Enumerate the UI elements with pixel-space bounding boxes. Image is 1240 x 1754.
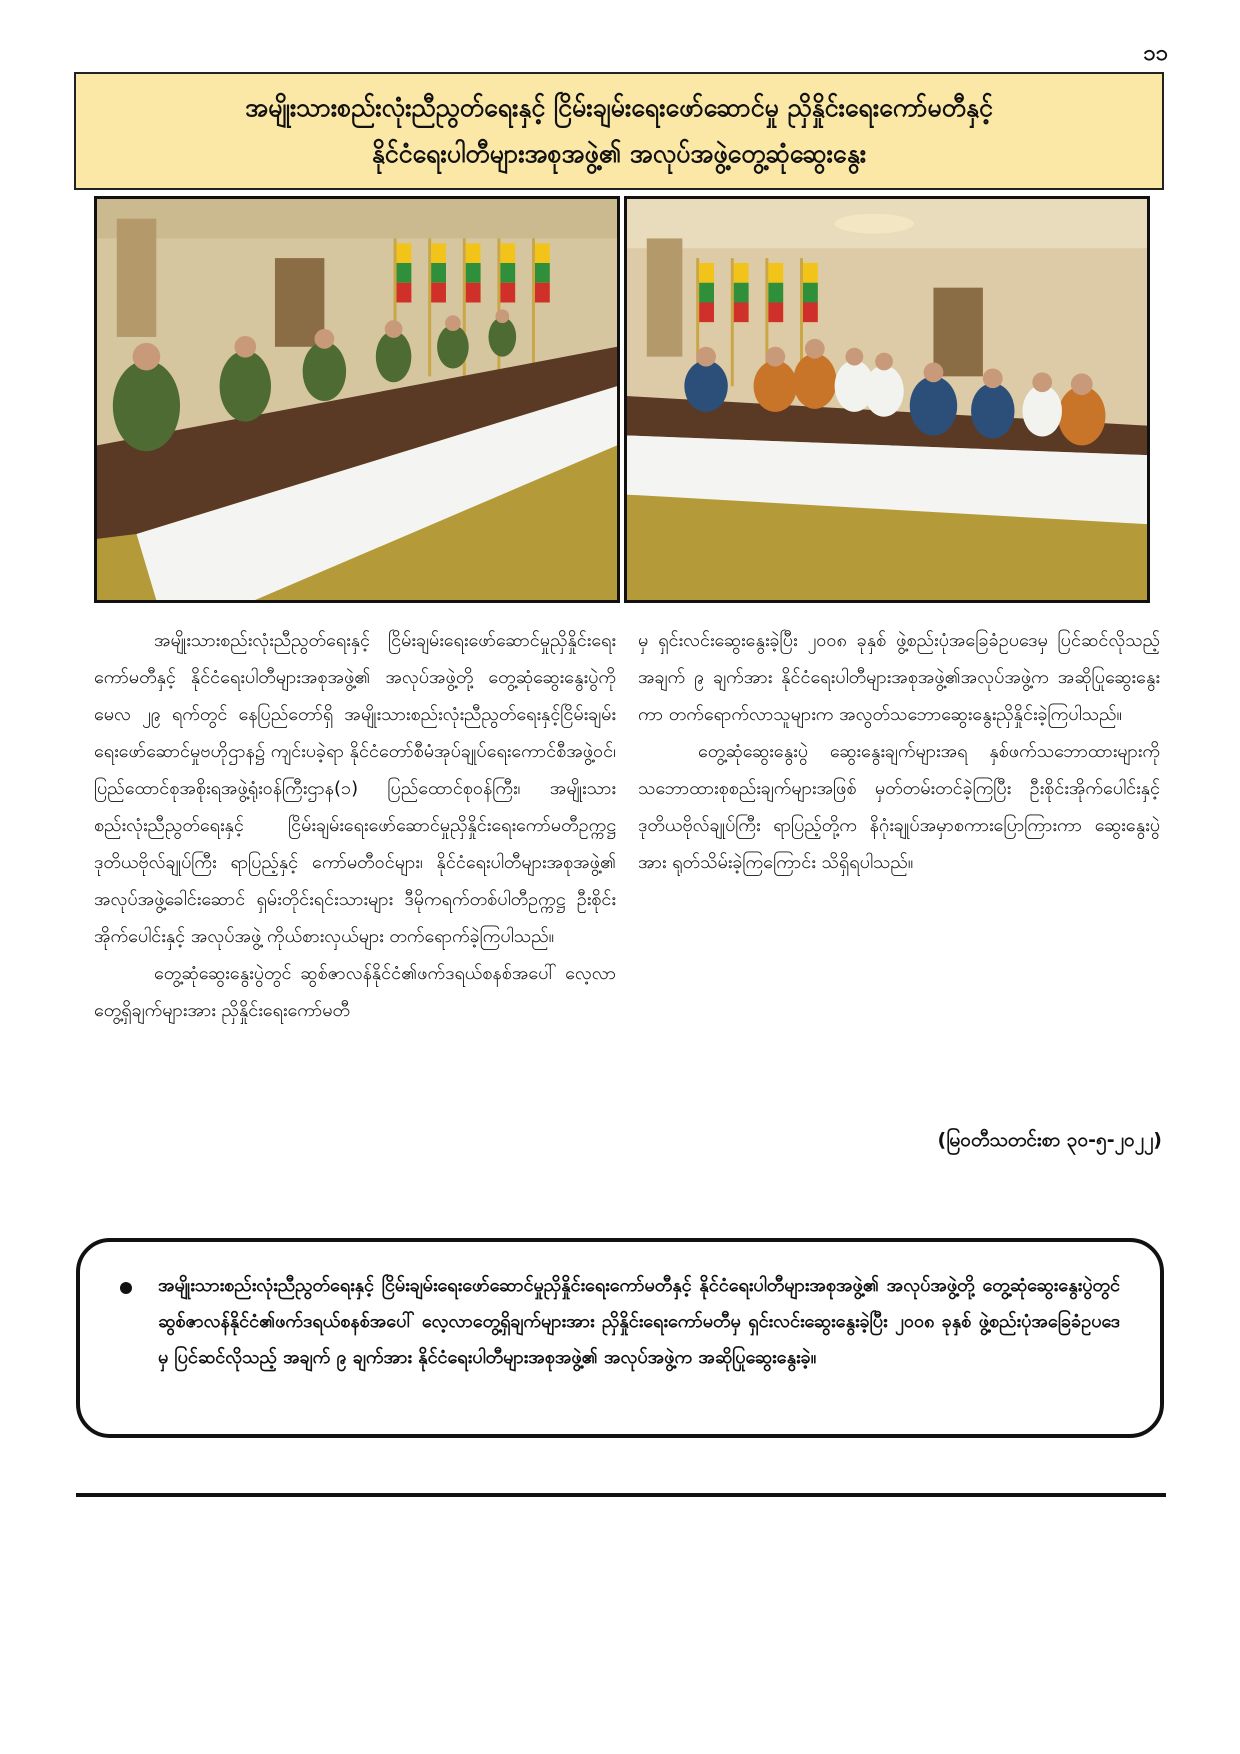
summary-item	[120, 1268, 1120, 1376]
headline-box	[74, 72, 1164, 190]
meeting-photo-left	[94, 196, 620, 603]
article-column-left	[94, 622, 616, 1029]
meeting-photo-left-image	[97, 199, 617, 600]
article-paragraph: တွေ့ဆုံဆွေးနွေးပွဲ ဆွေးနွေးချက်များအရ နှစ်ဖက်သဘောထားများကို သဘောထားစုစည်းချက်များအဖြစ် မှတ်တမ်းတင်ခဲ့ကြပြီး ဦးစိုင်းအိုက်ပေါင်းနှင့် ဒုတိယဗိုလ်ချုပ်ကြီး ရာပြည့်တို့က နိဂုံးချုပ်အမှာစကားပြောကြားကာ ဆွေးနွေးပွဲအား ရုတ်သိမ်းခဲ့ကြကြောင်း သိရှိရပါသည်။	[638, 741, 1160, 873]
bullet-icon	[120, 1282, 132, 1294]
meeting-photo-right-image	[627, 199, 1147, 600]
article-paragraph: တွေ့ဆုံဆွေးနွေးပွဲတွင် ဆွစ်ဇာလန်နိုင်ငံ၏ဖက်ဒရယ်စနစ်အပေါ် လေ့လာတွေ့ရှိချက်များအား ညှိနှိုင်းရေးကော်မတီ	[94, 963, 616, 1021]
article-body	[94, 622, 1160, 1182]
article-paragraph: မှ ရှင်းလင်းဆွေးနွေးခဲ့ပြီး ၂၀၀၈ ခုနှစ် ဖွဲ့စည်းပုံအခြေခံဥပဒေမှ ပြင်ဆင်လိုသည့် အချက် ၉ ချက်အား နိုင်ငံရေးပါတီများအစုအဖွဲ့၏အလုပ်အဖွဲ့က အဆိုပြုဆွေးနွေးကာ တက်ရောက်လာသူများက အလွတ်သဘောဆွေးနွေးညှိနှိုင်းခဲ့ကြပါသည်။	[638, 630, 1160, 725]
article-paragraph: အမျိုးသားစည်းလုံးညီညွတ်ရေးနှင့် ငြိမ်းချမ်းရေးဖော်ဆောင်မှုညှိနှိုင်းရေးကော်မတီနှင့် နိုင်ငံရေးပါတီများအစုအဖွဲ့၏ အလုပ်အဖွဲ့တို့ တွေ့ဆုံဆွေးနွေးပွဲကို မေလ ၂၉ ရက်တွင် နေပြည်တော်ရှိ အမျိုးသားစည်းလုံးညီညွတ်ရေးနှင့်ငြိမ်းချမ်းရေးဖော်ဆောင်မှုဗဟိုဌာန၌ ကျင်းပခဲ့ရာ နိုင်ငံတော်စီမံအုပ်ချုပ်ရေးကောင်စီအဖွဲ့ဝင်၊ ပြည်ထောင်စုအစိုးရအဖွဲ့ရုံးဝန်ကြီးဌာန(၁) ပြည်ထောင်စုဝန်ကြီး၊ အမျိုးသားစည်းလုံးညီညွတ်ရေးနှင့် ငြိမ်းချမ်းရေးဖော်ဆောင်မှုညှိနှိုင်းရေးကော်မတီဥက္ကဋ္ဌ ဒုတိယဗိုလ်ချုပ်ကြီး ရာပြည့်နှင့် ကော်မတီဝင်များ၊ နိုင်ငံရေးပါတီများအစုအဖွဲ့၏ အလုပ်အဖွဲ့ခေါင်းဆောင် ရှမ်းတိုင်းရင်းသားများ ဒီမိုကရက်တစ်ပါတီဥက္ကဋ္ဌ ဦးစိုင်းအိုက်ပေါင်းနှင့် အလုပ်အဖွဲ့ ကိုယ်စားလှယ်များ တက်ရောက်ခဲ့ကြပါသည်။	[94, 630, 616, 947]
headline-line-1: အမျိုးသားစည်းလုံးညီညွတ်ရေးနှင့် ငြိမ်းချမ်းရေးဖော်ဆောင်မှု ညှိနှိုင်းရေးကော်မတီနှင့်	[245, 93, 993, 122]
page-number: ၁၁	[1143, 41, 1168, 66]
summary-text: အမျိုးသားစည်းလုံးညီညွတ်ရေးနှင့် ငြိမ်းချမ်းရေးဖော်ဆောင်မှုညှိနှိုင်းရေးကော်မတီနှင့် နိုင်ငံရေးပါတီများအစုအဖွဲ့၏ အလုပ်အဖွဲ့တို့ တွေ့ဆုံဆွေးနွေးပွဲတွင် ဆွစ်ဇာလန်နိုင်ငံ၏ဖက်ဒရယ်စနစ်အပေါ် လေ့လာတွေ့ရှိချက်များအား ညှိနှိုင်းရေးကော်မတီမှ ရှင်းလင်းဆွေးနွေးခဲ့ပြီး ၂၀၀၈ ခုနှစ် ဖွဲ့စည်းပုံအခြေခံဥပဒေမှ ပြင်ဆင်လိုသည့် အချက် ၉ ချက်အား နိုင်ငံရေးပါတီများအစုအဖွဲ့၏ အလုပ်အဖွဲ့က အဆိုပြုဆွေးနွေးခဲ့။	[158, 1275, 1120, 1368]
headline-line-2: နိုင်ငံရေးပါတီများအစုအဖွဲ့၏ အလုပ်အဖွဲ့တွေ့ဆုံဆွေးနွေး	[371, 139, 867, 168]
summary-box	[76, 1238, 1164, 1438]
meeting-photo-right	[624, 196, 1150, 603]
article-column-right	[638, 622, 1160, 881]
bottom-divider	[76, 1493, 1166, 1497]
article-source: (မြဝတီသတင်းစာ ၃၀-၅-၂၀၂၂)	[937, 1129, 1162, 1151]
